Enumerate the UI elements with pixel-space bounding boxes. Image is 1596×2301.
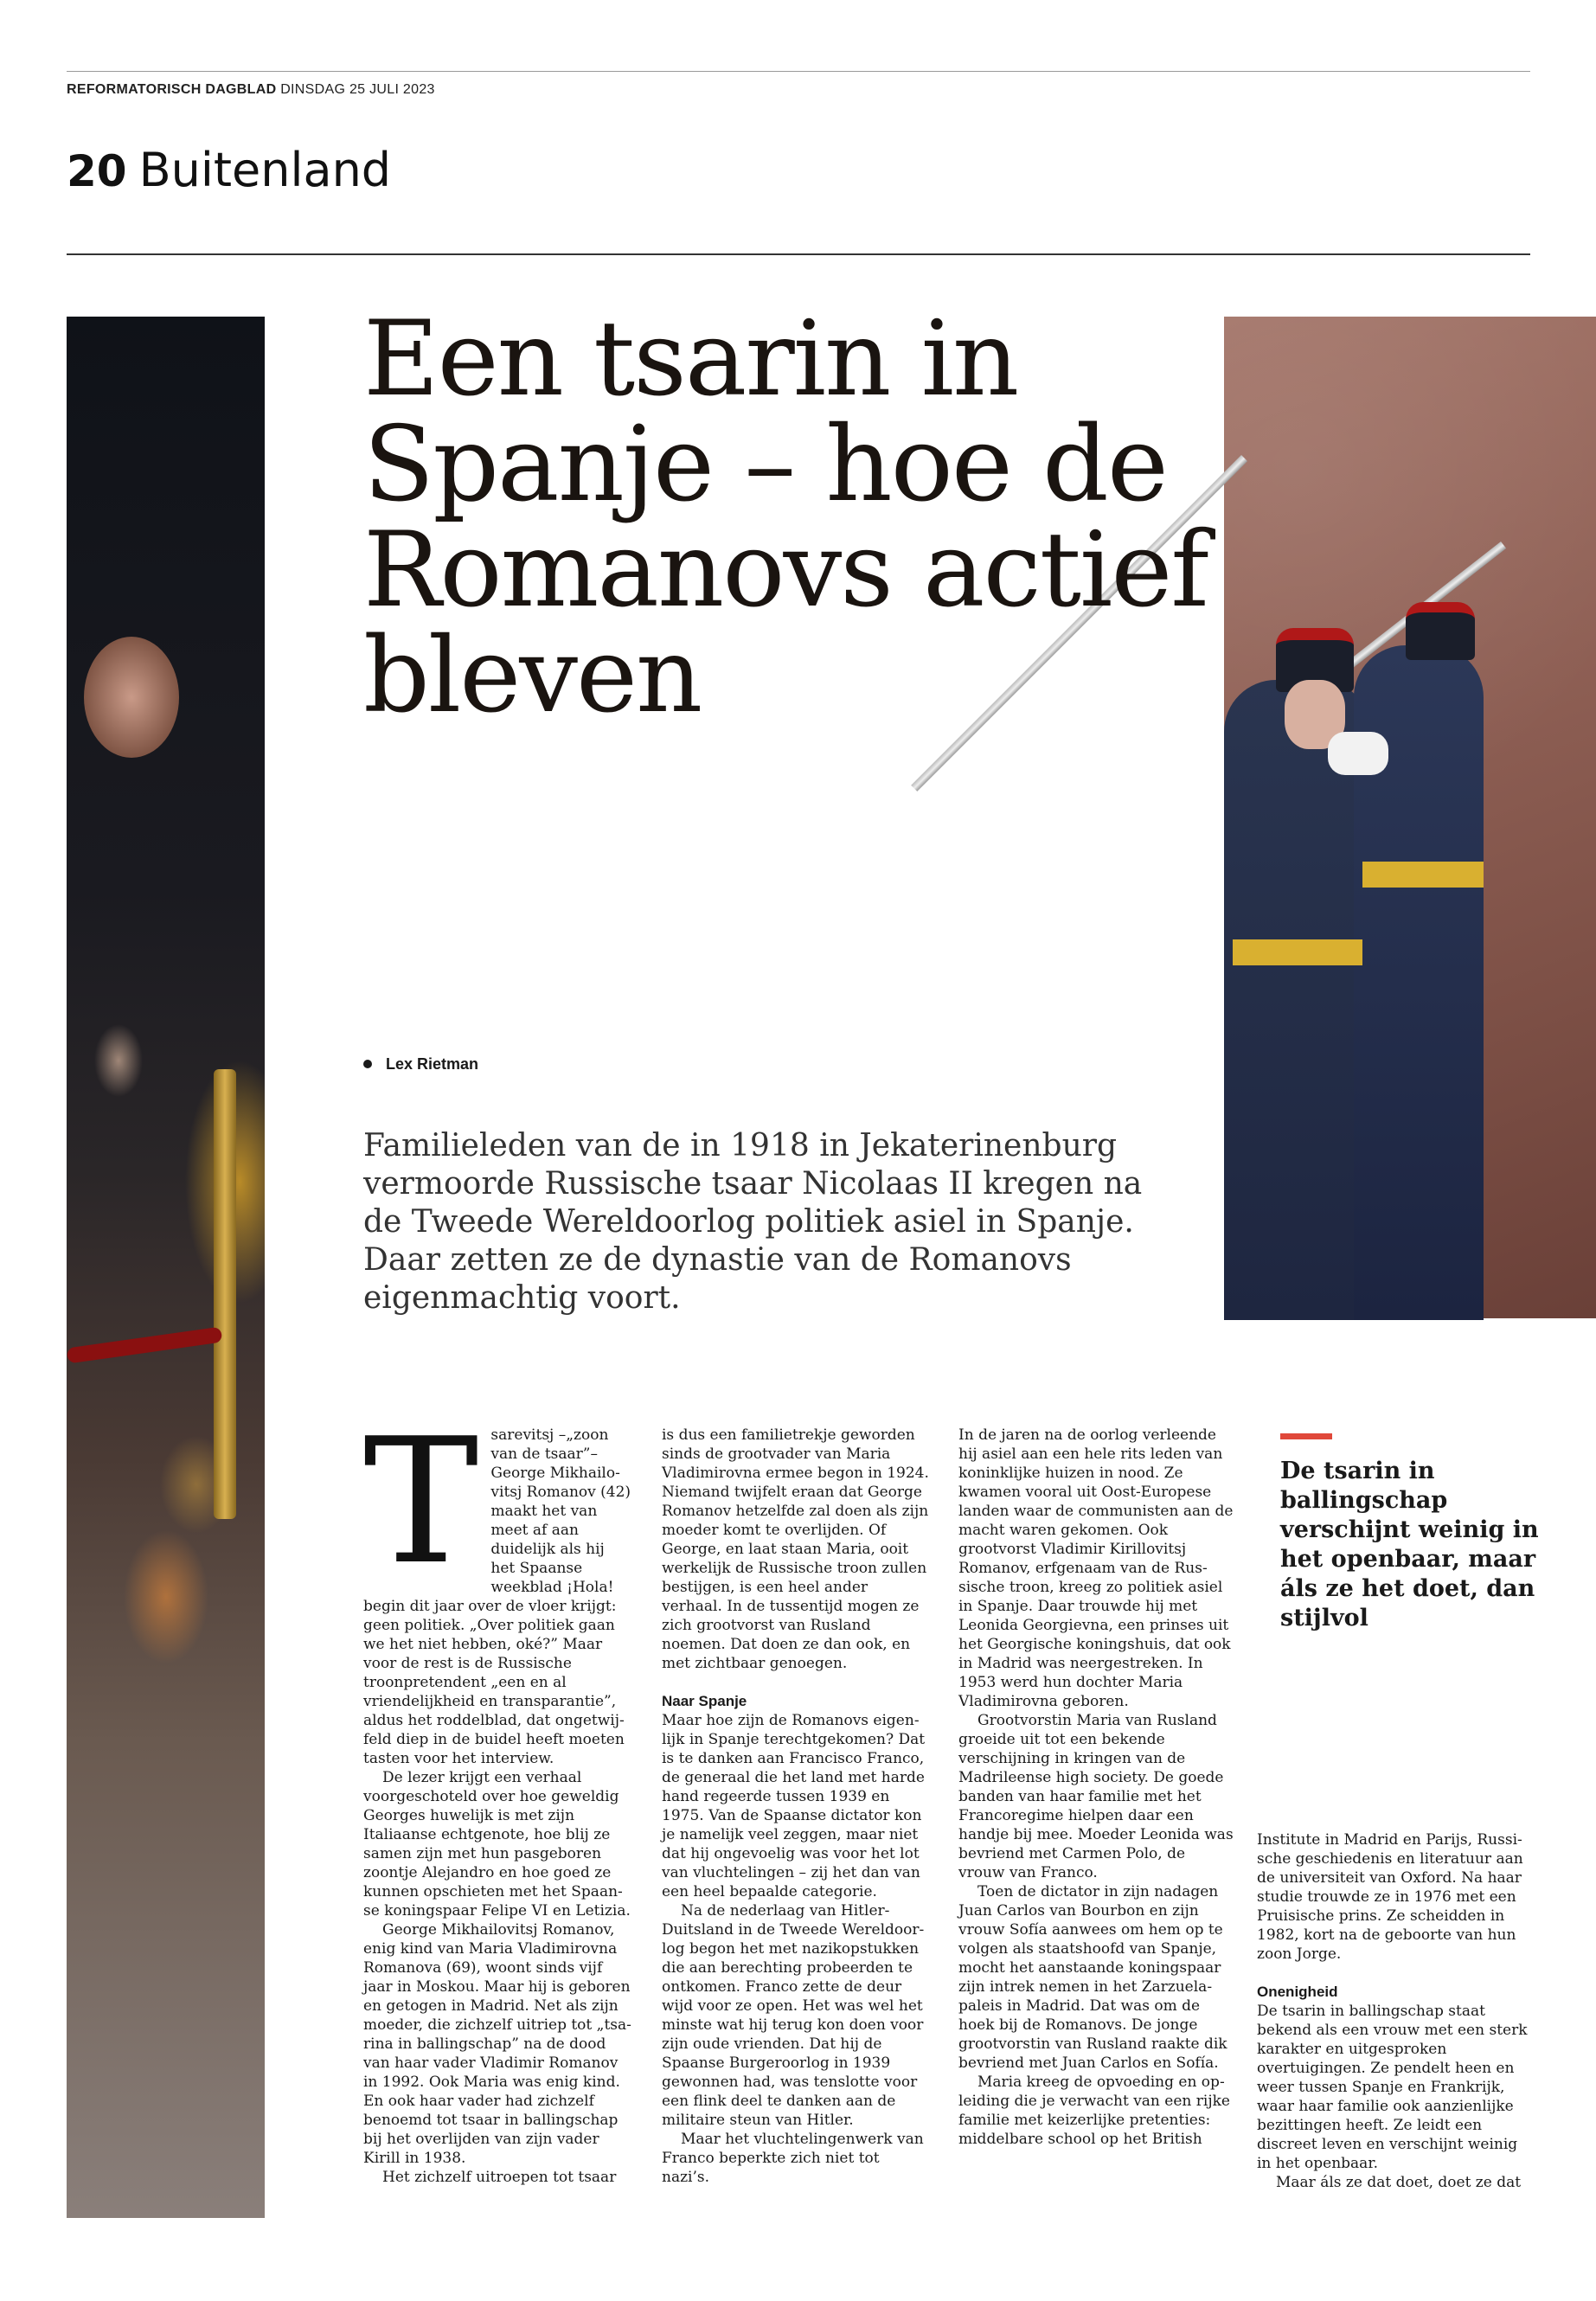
left-photo (67, 317, 265, 2218)
article-column-4 (1257, 1830, 1530, 2192)
photo-figure (84, 637, 179, 758)
paragraph: De tsarin in ballingschap staat bekend als een vrouw met een sterk karakter en uitgesproken overtuigingen. Ze pendelt heen en weer tussen Spanje en Frankrijk, waar haar familie ook aanzienlijke bezittingen heeft. Ze leidt een discreet leven en verschijnt weinig in het openbaar. (1257, 2003, 1528, 2172)
article-intro: Familieleden van de in 1918 in Jekaterinenburg vermoorde Russische tsaar Nicolaas II kregen na de Tweede Wereldoorlog politiek asiel in Spanje. Daar zetten ze de dynastie van de Romanovs eigenmachtig voort. (363, 1128, 1143, 1316)
paragraph: Na de nederlaag van Hitler-Duitsland in de Tweede Wereldoorlog begon het met nazikopstukken die aan berechting probeerden te ontkomen. Franco zette de deur wijd voor ze open. Het was wel het minste wat hij terug kon doen voor zijn oude vrienden. Dat hij de Spaanse Burgeroorlog in 1939 gewonnen had, was tenslotte voor een flink deel te danken aan de militaire steun van Hitler. (662, 1902, 925, 2129)
paragraph: Maar hoe zijn de Romanovs eigenlijk in Spanje terechtgekomen? Dat is te danken aan Francisco Franco, de generaal die het land met harde hand regeerde tussen 1939 en 1975. Van de Spaanse dictator kon je namelijk veel zeggen, maar niet dat hij ongevoelig was voor het lot van vluchtelingen – zij het dan van een heel bepaalde categorie. (662, 1712, 926, 1900)
masthead-rule (67, 71, 1530, 72)
photo-guard-belt (1362, 862, 1484, 888)
subheading: Naar Spanje (662, 1693, 747, 1709)
paragraph: De lezer krijgt een verhaal voorgeschoteld over hoe geweldig Georges huwelijk is met zijn Italiaanse echtgenote, hoe blij ze samen zijn met hun pasgeboren zoontje Alejandro en hoe goed ze kunnen opschieten met het Spaanse koningspaar Felipe VI en Letizia. (363, 1769, 631, 1920)
paragraph: Grootvorstin Maria van Rusland groeide uit tot een bekende verschijning in kringen van de Madrileense high society. De goede banden van haar familie met het Francoregime hielpen daar een handje bij mee. Moeder Leonida was bevriend met Carmen Polo, de vrouw van Franco. (958, 1712, 1234, 1881)
pullquote: De tsarin in ballingschap verschijnt weinig in het openbaar, maar áls ze het doet, dan stijlvol (1280, 1458, 1539, 1631)
page-number: 20 (67, 146, 127, 196)
right-photo (1224, 317, 1596, 1318)
photo-guard-coat (1224, 680, 1371, 1320)
masthead-date: DINSDAG 25 JULI 2023 (280, 82, 435, 97)
photo-brass-post (214, 1069, 236, 1519)
dropcap: T (363, 1401, 479, 1603)
paragraph: In de jaren na de oorlog verleende hij asiel aan een hele rits leden van koninklijke huizen in nood. Ze kwamen vooral uit Oost-Europese landen waar de communisten aan de macht waren gekomen. Ook grootvorst Vladimir Kirillovitsj Romanov, erfgenaam van de Russische troon, kreeg zo politiek asiel in Spanje. Daar trouwde hij met Leonida Georgievna, een prinses uit het Georgische koningshuis, dat ook in Madrid was neergestreken. In 1953 werd hun dochter Maria Vladimirovna geboren. (958, 1426, 1234, 1710)
photo-guard-cap (1406, 602, 1475, 660)
section-name: Buitenland (138, 143, 392, 197)
masthead (67, 82, 435, 98)
paragraph: Maria kreeg de opvoeding en opleiding die je verwacht van een rijke familie met keizerlijke pretenties: middelbare school op het British (958, 2073, 1230, 2148)
subheading: Onenigheid (1257, 1984, 1338, 2000)
photo-white-glove (1328, 732, 1388, 775)
pullquote-accent-bar (1280, 1433, 1332, 1439)
paragraph: is dus een familietrekje geworden sinds de grootvader van Maria Vladimirovna ermee begon in 1924. Niemand twijfelt eraan dat George Romanov hetzelfde zal doen als zijn moeder komt te overlijden. Of George, en laat staan Maria, ooit werkelijk de Russische troon zullen bestijgen, is een heel ander verhaal. In de tussentijd mogen ze zich grootvorst van Rusland noemen. Dat doen ze dan ook, en met zichtbaar genoegen. (662, 1426, 929, 1672)
paragraph: Maar het vluchtelingenwerk van Franco beperkte zich niet tot nazi’s. (662, 2131, 924, 2186)
byline-author: Lex Rietman (386, 1055, 479, 1073)
bullet-icon (363, 1060, 372, 1068)
paragraph: George Mikhailovitsj Romanov, enig kind van Maria Vladimirovna Romanova (69), woont sinds vijf jaar in Moskou. Maar hij is geboren en getogen in Madrid. Net als zijn moeder, die zichzelf uitriep tot „tsarina in ballingschap” na de dood van haar vader Vladimir Romanov in 1992. Ook Maria was enig kind. En ook haar vader had zichzelf benoemd tot tsaar in ballingschap bij het overlijden van zijn vader Kirill in 1938. (363, 1921, 631, 2167)
photo-guard-belt (1233, 939, 1362, 965)
paragraph: Maar áls ze dat doet, doet ze dat (1276, 2174, 1522, 2191)
paragraph: Toen de dictator in zijn nadagen Juan Carlos van Bourbon en zijn vrouw Sofía aanwees om hem op te volgen als staatshoofd van Spanje, mocht het aanstaande koningspaar zijn intrek nemen in het Zarzuela-paleis in Madrid. Dat was om de hoek bij de Romanovs. De jonge grootvorstin van Rusland raakte dik bevriend met Juan Carlos en Sofía. (958, 1883, 1227, 2072)
article-headline: Een tsarin in Spanje – hoe de Romanovs actief bleven (363, 299, 1208, 736)
photo-red-rope (67, 1327, 223, 1364)
section-rule (67, 253, 1530, 255)
paragraph: Institute in Madrid en Parijs, Russische geschiedenis en literatuur aan de universiteit van Oxford. Na haar studie trouwde ze in 1976 met een Pruisische prins. Ze scheidden in 1982, kort na de geboorte van hun zoon Jorge. (1257, 1831, 1523, 1963)
section-header (67, 143, 391, 197)
masthead-paper-name: REFORMATORISCH DAGBLAD (67, 82, 277, 97)
paragraph: Het zichzelf uitroepen tot tsaar (382, 2169, 617, 2186)
paragraph: sarevitsj –„zoon van de tsaar”– George Mikhailovitsj Romanov (42) maakt het van meet af aan duidelijk als hij het Spaanse weekblad ¡Hola! begin dit jaar over de vloer krijgt: geen politiek. „Over politiek gaan we het niet hebben, oké?” Maar voor de rest is de Russische troonpretendent „een en al vriendelijkheid en transparantie”, aldus het roddelblad, dat ongetwijfeld diep in de buidel heeft moeten tasten voor het interview. (363, 1426, 631, 1767)
article-column-2 (662, 1426, 932, 2187)
article-column-1 (363, 1401, 631, 2187)
byline (363, 1055, 478, 1074)
article-column-3 (958, 1426, 1234, 2149)
